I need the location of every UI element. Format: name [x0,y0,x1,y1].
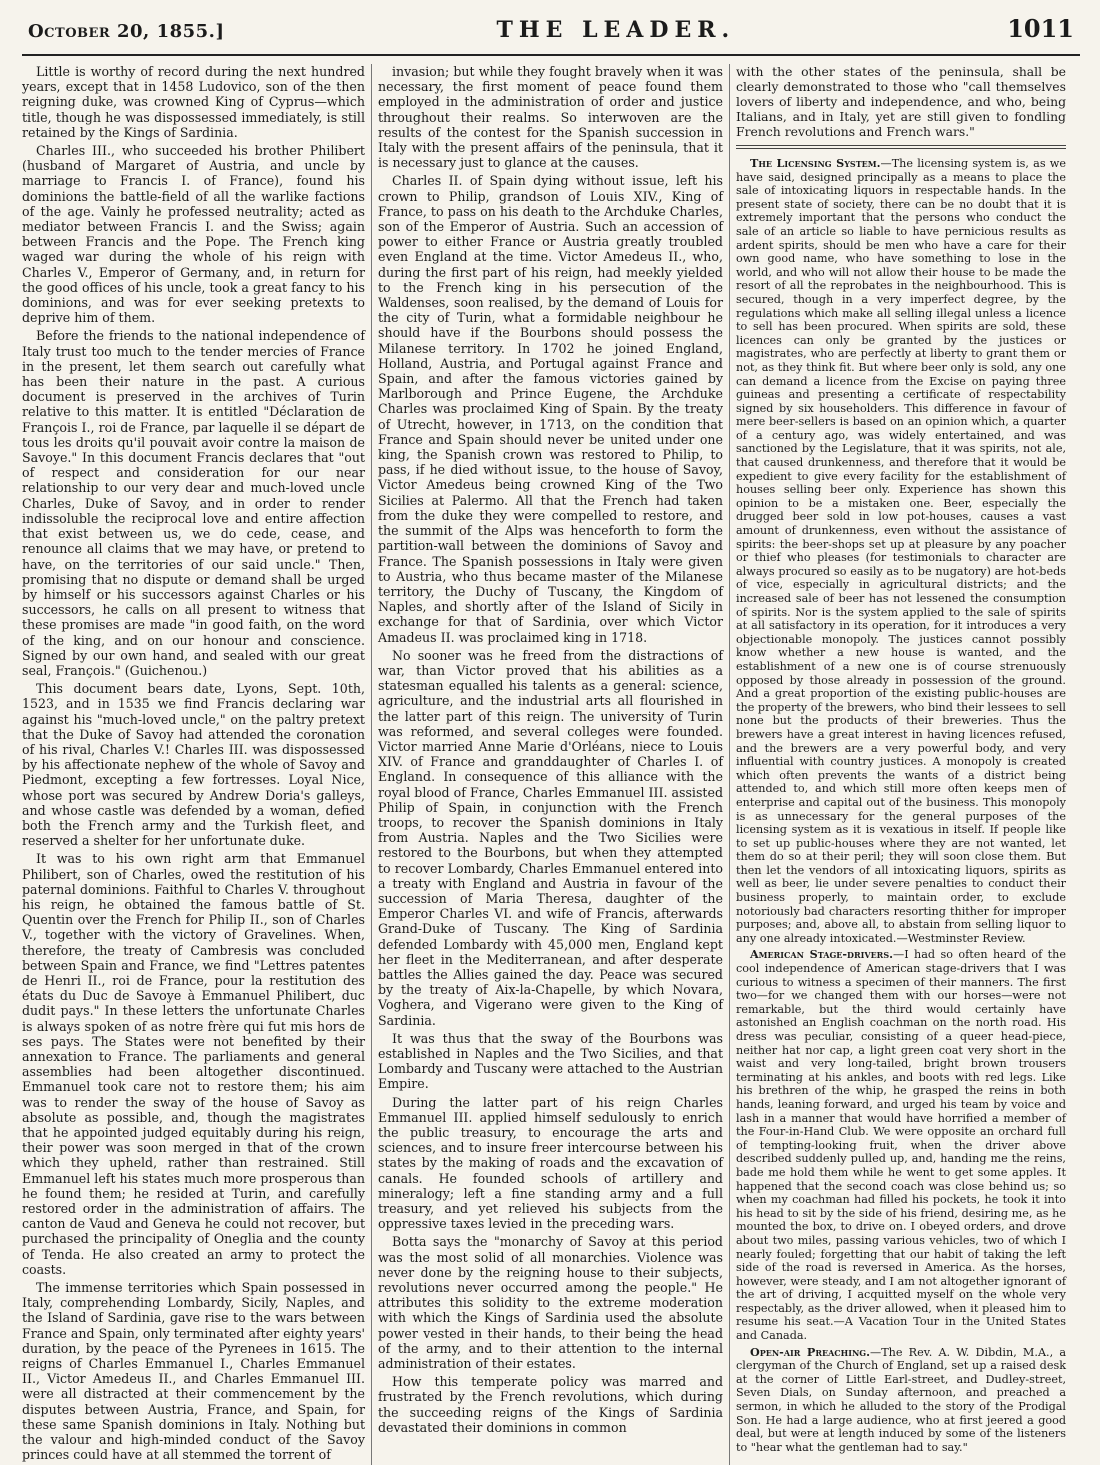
article-continuation: with the other states of the peninsula, shall be clearly demonstrated to those who "call themselves lovers of liberty and independence, and who, being Italians, and in Italy, yet are still given to fondling French revolutions and French wars." [736,64,1066,139]
section-divider [736,145,1066,149]
issue-date: October 20, 1855.] [28,21,225,42]
column-2 [378,64,730,1465]
article-body: —I had so often heard of the cool independence of American stage-drivers that I was curious to witness a specimen of their manners. The first two—for we changed them with our horses—were not remarkable, but the third would certainly have astonished an English coachman on the north road. His dress was peculiar, consisting of a queer head-piece, neither hat nor cap, a light green coat very short in the waist and very long-tailed, bright brown trousers terminating at his ankles, and boots with red legs. Like his brethren of the whip, he grasped the reins in both hands, leaning forward, and urged his team by voice and lash in a manner that would have horrified a member of the Four-in-Hand Club. We were opposite an orchard full of tempting-looking fruit, when the driver above described suddenly pulled up, and, handing me the reins, bade me hold them while he went to get some apples. It happened that the second coach was close behind us; so when my coachman had filled his pockets, he took it into his head to sit by the side of his friend, desiring me, as he mounted the box, to drive on. I obeyed orders, and drove about two miles, passing various vehicles, two of which I nearly fouled; forgetting that our habit of taking the left side of the road is reversed in America. As the horses, however, were steady, and I am not altogether ignorant of the art of driving, I acquitted myself on the whole very respectably, as the driver allowed, when it pleased him to resume his seat.—A Vacation Tour in the United States and Canada. [736,948,1067,1343]
article-body: —The licensing system is, as we have said, designed principally as a means to place the sale of intoxicating liquors in respectable hands. In the present state of society, there can be no doubt that it is extremely important that the persons who conduct the sale of an article so liable to have pernicious results as ardent spirits, should be men who have a care for their own good name, who have something to lose in the world, and who will not allow their house to be made the resort of all the reprobates in the neighbourhood. This is secured, though in a very imperfect degree, by the regulations which make all selling illegal unless a licence to sell has been procured. When spirits are sold, these licences can only be granted by the justices or magistrates, who are perfectly at liberty to grant them or not, as they think fit. But where beer only is sold, any one can demand a licence from the Excise on paying three guineas and presenting a certificate of respectability signed by six householders. This difference in favour of mere beer-sellers is based on an opinion which, a quarter of a century ago, was widely entertained, and was sanctioned by the Legislature, that it was spirits, not ale, that caused drunkenness, and therefore that it would be expedient to give every facility for the establishment of houses selling beer only. Experience has shown this opinion to be a mistaken one. Beer, especially the drugged beer sold in low pot-houses, causes a vast amount of drunkenness, even without the assistance of spirits: the beer-shops set up at pleasure by any poacher or thief who pleases (for testimonials to character are always procured so easily as to be nugatory) are hot-beds of vice, especially in agricultural districts; and the increased sale of beer has not lessened the consumption of spirits. Nor is the system applied to the sale of spirits at all satisfactory in its operation, for it introduces a very objectionable monopoly. The justices cannot possibly know whether a new house is wanted, and the establishment of a new one is of course strenuously opposed by those already in possession of the ground. And a great proportion of the existing public-houses are the property of the brewers, who bind their lessees to sell none but the products of their breweries. Thus the brewers have a great interest in having licences refused, and the brewers are a very powerful body, and very influential with country justices. A monopoly is created which often prevents the wants of a district being attended to, and which still more often keeps men of enterprise and capital out of the business. This monopoly is as unnecessary for the general purposes of the licensing system as it is vexatious in itself. If people like to set up public-houses where they are not wanted, let them do so at their peril; they will soon close them. But then let the vendors of all intoxicating liquors, spirits as well as beer, lie under severe penalties to conduct their business properly, to maintain order, to exclude notoriously bad characters resorting thither for improper purposes; and, above all, to abstain from selling liquor to any one already intoxicated.—Westminster Review. [736,157,1066,945]
paragraph: Little is worthy of record during the next hundred years, except that in 1458 Ludovico, son of the then reigning duke, was crowned King of Cyprus—which title, though he was dispossessed immediately, is still retained by the Kings of Sardinia. [22,64,365,140]
paragraph: invasion; but while they fought bravely when it was necessary, the first moment of peace found them employed in the administration of order and justice throughout their realms. So interwoven are the results of the contest for the Spanish succession in Italy with the present affairs of the peninsula, that it is necessary just to glance at the causes. [378,64,723,171]
article-open-air-preaching [736,1346,1066,1455]
article-lead: Open-air Preaching. [750,1344,871,1359]
paragraph: Charles III., who succeeded his brother Philibert (husband of Margaret of Austria, and uncle by marriage to Francis I. of France), found his dominions the battle-field of all the warlike factions of the age. Vainly he professed neutrality; acted as mediator between Francis I. and the Swiss; again between Francis and the Pope. The French king waged war during the whole of his reign with Charles V., Emperor of Germany, and, in return for the good offices of his uncle, took a great fancy to his dominions, and was for ever seeking pretexts to deprive him of them. [22,143,365,326]
paragraph: No sooner was he freed from the distractions of war, than Victor proved that his abilities as a statesman equalled his talents as a general: science, agriculture, and the industrial arts all flourished in the latter part of this reign. The university of Turin was reformed, and several colleges were founded. Victor married Anne Marie d'Orléans, niece to Louis XIV. of France and granddaughter of Charles I. of England. In consequence of this alliance with the royal blood of France, Charles Emmanuel III. assisted Philip of Spain, in conjunction with the French troops, to recover the Spanish dominions in Italy from Austria. Naples and the Two Sicilies were restored to the Bourbons, but when they attempted to recover Lombardy, Charles Emmanuel entered into a treaty with England and Austria in favour of the succession of Maria Theresa, daughter of the Emperor Charles VI. and wife of Francis, afterwards Grand-Duke of Tuscany. The King of Sardinia defended Lombardy with 45,000 men, England kept her fleet in the Mediterranean, and after desperate battles the Allies gained the day. Peace was secured by the treaty of Aix-la-Chapelle, by which Novara, Voghera, and Vigerano were given to the King of Sardinia. [378,647,723,1028]
newspaper-title: THE LEADER. [496,17,736,43]
paragraph: Botta says the "monarchy of Savoy at this period was the most solid of all monarchies. Violence was never done by the reigning house to their subjects, revolutions never occurred among the people." He attributes this solidity to the extreme moderation with which the Kings of Sardinia used the absolute power vested in their hands, to their being the head of the army, and to their attention to the internal administration of their estates. [378,1234,723,1372]
column-3 [736,64,1066,1465]
paragraph: During the latter part of his reign Charles Emmanuel III. applied himself sedulously to enrich the public treasury, to encourage the arts and sciences, and to insure freer intercourse between his states by the making of roads and the excavation of canals. He founded schools of artillery and mineralogy; left a fine standing army and a full treasury, and yet relieved his subjects from the oppressive taxes levied in the preceding wars. [378,1094,723,1232]
article-lead: The Licensing System. [750,156,881,170]
article-american-stage-drivers [736,948,1066,1342]
paragraph: It was thus that the sway of the Bourbons was established in Naples and the Two Sicilies, and that Lombardy and Tuscany were attached to the Austrian Empire. [378,1030,723,1092]
page-number: 1011 [1007,14,1074,43]
header-rule [22,54,1080,56]
article-lead: American Stage-drivers. [750,947,893,962]
article-body: —The Rev. A. W. Dibdin, M.A., a clergyman of the Church of England, set up a raised desk at the corner of Little Earl-street, and Dudley-street, Seven Dials, on Sunday afternoon, and preached a sermon, in which he alluded to the story of the Prodigal Son. He had a large audience, who at first jeered a good deal, but were at length induced by some of the listeners to "hear what the gentleman had to say." [736,1345,1066,1454]
paragraph: The immense territories which Spain possessed in Italy, comprehending Lombardy, Sicily, Naples, and the Island of Sardinia, gave rise to the wars between France and Spain, only terminated after eighty years' duration, by the peace of the Pyrenees in 1615. The reigns of Charles Emmanuel I., Charles Emmanuel II., Victor Amedeus II., and Charles Emmanuel III. were all distracted at their commencement by the disputes between Austria, France, and Spain, for these same Spanish dominions in Italy. Nothing but the valour and high-minded conduct of the Savoy princes could have at all stemmed the torrent of [22,1280,366,1463]
masthead [22,14,1080,54]
text-columns [22,64,1080,1463]
article-licensing-system [736,157,1066,945]
paragraph: How this temperate policy was marred and frustrated by the French revolutions, which during the succeeding reigns of the Kings of Sardinia devastated their dominions in common [378,1374,723,1435]
paragraph: Before the friends to the national independence of Italy trust too much to the tender mercies of France in the present, let them search out carefully what has been their nature in the past. A curious document is preserved in the archives of Turin relative to this matter. It is entitled "Déclaration de François I., roi de France, par laquelle il se départ de tous les droits qu'il pouvait avoir contre la maison de Savoye." In this document Francis declares that "out of respect and consideration for our near relationship to our very dear and much-loved uncle Charles, Duke of Savoy, and in order to render indissoluble the reciprocal love and entire affection that exist between us, we do cede, cease, and renounce all claims that we may have, or pretend to have, on the territories of our said uncle." Then, promising that no dispute or demand shall be urged by himself or his successors against Charles or his successors, he calls on all present to witness that these promises are made "in good faith, on the word of the king, and on our honour and conscience. Signed by our own hand, and sealed with our great seal, François." (Guichenou.) [22,328,365,678]
paragraph: It was to his own right arm that Emmanuel Philibert, son of Charles, owed the restitution of his paternal dominions. Faithful to Charles V. throughout his reign, he obtained the famous battle of St. Quentin over the French for Philip II., son of Charles V., together with the victory of Gravelines. When, therefore, the treaty of Cambresis was concluded between Spain and France, we find "Lettres patentes de Henri II., roi de France, pour la restitution des états du Duc de Savoye à Emmanuel Philibert, duc dudit pays." In these letters the unfortunate Charles is always spoken of as notre frère qui fut mis hors de ses pays. The States were not benefited by their annexation to France. The parliaments and general assemblies had been altogether discontinued. Emmanuel took care not to restore them; his aim was to render the sway of the house of Savoy as absolute as possible, and, though the magistrates that he appointed judged equitably during his reign, their power was soon merged in that of the crown which they upheld, rather than restrained. Still Emmanuel left his states much more prosperous than he found them; he resided at Turin, and carefully restored order in the administration of affairs. The canton de Vaud and Geneva he could not recover, but purchased the principality of Oneglia and the county of Tenda. He also created an army to protect the coasts. [22,851,365,1277]
paragraph: Charles II. of Spain dying without issue, left his crown to Philip, grandson of Louis XIV., King of France, to pass on his death to the Archduke Charles, son of the Emperor of Austria. Such an accession of power to either France or Austria greatly troubled even England at the time. Victor Amedeus II., who, during the first part of his reign, had meekly yielded to the French king in his persecution of the Waldenses, soon realised, by the demand of Louis for the city of Turin, what a formidable neighbour he should have if the Bourbons should possess the Milanese territory. In 1702 he joined England, Holland, Austria, and Portugal against France and Spain, and after the famous victories gained by Marlborough and Prince Eugene, the Archduke Charles was proclaimed King of Spain. By the treaty of Utrecht, however, in 1713, on the condition that France and Spain should never be united under one king, the Spanish crown was restored to Philip, to pass, if he died without issue, to the house of Savoy, Victor Amedeus being crowned King of the Two Sicilies at Palermo. All that the French had taken from the duke they were compelled to restore, and the summit of the Alps was henceforth to form the partition-wall between the dominions of Savoy and France. The Spanish possessions in Italy were given to Austria, who thus became master of the Milanese territory, the Duchy of Tuscany, the Kingdom of Naples, and shortly after of the Island of Sicily in exchange for that of Sardinia, over which Victor Amadeus II. was proclaimed king in 1718. [378,173,723,645]
paragraph: This document bears date, Lyons, Sept. 10th, 1523, and in 1535 we find Francis declaring war against his "much-loved uncle," on the paltry pretext that the Duke of Savoy had attended the coronation of his rival, Charles V.! Charles III. was dispossessed by his affectionate nephew of the whole of Savoy and Piedmont, excepting a few fortresses. Loyal Nice, whose port was secured by Andrew Doria's galleys, and whose castle was defended by a woman, defied both the French army and the Turkish fleet, and reserved a shelter for her unfortunate duke. [22,681,365,849]
column-1 [22,64,372,1465]
